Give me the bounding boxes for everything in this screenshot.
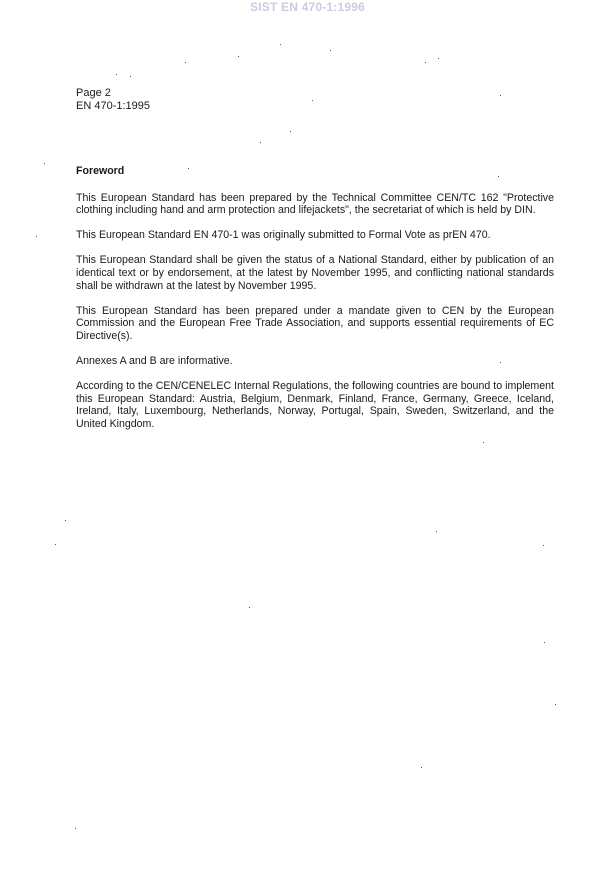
scan-speck [290,131,291,132]
paragraph-mandate: This European Standard has been prepared under a mandate given to CEN by the European Commission and the European Free Trade Association, and supports essential requirements of EC Directive(s). [76,304,554,342]
scan-speck [44,163,45,164]
scan-speck [421,767,422,768]
paragraph-annexes: Annexes A and B are informative. [76,354,233,367]
scan-speck [312,100,313,101]
scan-speck [36,236,37,237]
document-number: EN 470-1:1995 [76,100,150,112]
scan-speck [500,95,501,96]
scan-speck [543,545,544,546]
paragraph-formal-vote: This European Standard EN 470-1 was originally submitted to Formal Vote as prEN 470. [76,229,491,242]
scan-speck [130,76,131,77]
paragraph-national-status: This European Standard shall be given the status of a National Standard, either by publication of an identical text or by endorsement, at the latest by November 1995, and conflicting national standards shall be withdrawn at the latest by November 1995. [76,254,554,292]
scan-speck [500,362,501,363]
scan-speck [425,62,426,63]
foreword-section [76,165,554,443]
scan-speck [260,142,261,143]
scan-speck [436,531,437,532]
page-header [76,87,150,113]
scan-speck [188,168,189,169]
scan-speck [498,176,499,177]
scan-speck [438,58,439,59]
watermark: SIST EN 470-1:1996 [250,0,365,14]
scan-speck [330,50,331,51]
scan-speck [55,544,56,545]
scan-speck [280,44,281,45]
scan-speck [65,520,66,521]
section-heading: Foreword [76,165,125,177]
paragraph-countries: According to the CEN/CENELEC Internal Regulations, the following countries are bound to implement this European Standard: Austria, Belgium, Denmark, Finland, France, Germany, Greece, Iceland, Ireland, Italy, Luxembourg, Netherlands, Norway, Portugal, Spain, Sweden, Switzerland, and the United Kingdom. [76,380,554,430]
scan-speck [483,442,484,443]
scan-speck [249,607,250,608]
scan-speck [555,704,556,705]
scan-speck [544,642,545,643]
scan-speck [185,62,186,63]
scan-speck [238,56,239,57]
page-label: Page 2 [76,87,111,99]
paragraph-technical-committee: This European Standard has been prepared by the Technical Committee CEN/TC 162 "Protective clothing including hand and arm protection and lifejackets", the secretariat of which is held by DIN. [76,191,554,217]
scan-speck [75,828,76,829]
scan-speck [116,74,117,75]
